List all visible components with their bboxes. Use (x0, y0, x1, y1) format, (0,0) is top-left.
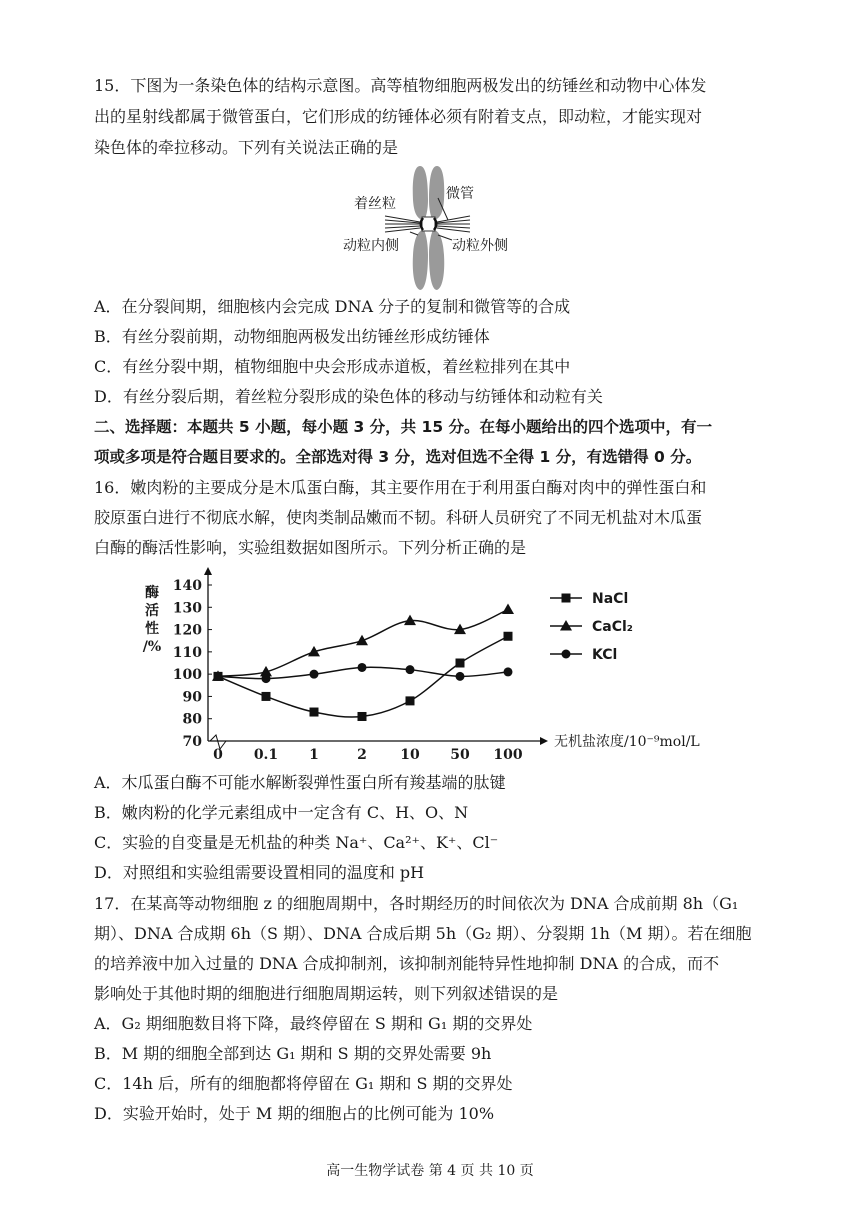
q16-line-3: 白酶的酶活性影响，实验组数据如图所示。下列分析正确的是 (94, 538, 527, 557)
label-microtubule: 微管 (446, 186, 474, 202)
y-tick-label: 80 (182, 711, 202, 728)
y-tick-label: 140 (172, 578, 202, 594)
marker-square (310, 708, 319, 717)
q16-option-c: C．实验的自变量是无机盐的种类 Na⁺、Ca²⁺、K⁺、Cl⁻ (94, 833, 499, 852)
q17-line-4: 影响处于其他时期的细胞进行细胞周期运转，则下列叙述错误的是 (94, 984, 559, 1003)
x-tick-labels (213, 747, 523, 763)
y-tick-label: 70 (182, 734, 202, 750)
x-tick-label: 10 (400, 747, 420, 763)
q15-option-b: B．有丝分裂前期，动物细胞两极发出纺锤丝形成纺锤体 (94, 327, 490, 346)
x-tick-label: 100 (493, 747, 523, 763)
q15-option-d: D．有丝分裂后期，着丝粒分裂形成的染色体的移动与纺锤体和动粒有关 (94, 387, 603, 406)
q15-option-a: A．在分裂间期，细胞核内会完成 DNA 分子的复制和微管等的合成 (94, 297, 571, 316)
label-outer-kinetochore: 动粒外侧 (452, 238, 508, 254)
q17-line-1: 17．在某高等动物细胞 z 的细胞周期中，各时期经历的时间依次为 DNA 合成前期 8h（G₁ (94, 894, 739, 913)
y-axis-title (143, 584, 161, 655)
chart-axes (204, 567, 548, 749)
y-tick-label: 110 (172, 644, 202, 661)
x-tick-label: 0.1 (253, 747, 279, 763)
marker-circle (214, 672, 223, 681)
q17-option-b: B．M 期的细胞全部到达 G₁ 期和 S 期的交界处需要 9h (94, 1044, 492, 1063)
x-tick-label: 1 (309, 747, 319, 763)
label-inner-kinetochore: 动粒内侧 (343, 238, 399, 254)
y-axis-title-char: 性 (145, 621, 159, 637)
legend-label: KCl (592, 647, 618, 663)
legend-label: CaCl₂ (592, 619, 633, 635)
q15-line-2: 出的星射线都属于微管蛋白，它们形成的纺锤体必须有附着支点，即动粒，才能实现对 (94, 107, 703, 126)
marker-circle (262, 674, 271, 683)
marker-square (358, 712, 367, 721)
q16-option-d: D．对照组和实验组需要设置相同的温度和 pH (94, 863, 425, 882)
y-tick-label: 90 (182, 689, 202, 706)
x-axis-title: 无机盐浓度/10⁻⁹mol/L (554, 734, 700, 750)
x-axis-arrow (540, 737, 548, 745)
y-tick-label: 120 (172, 622, 202, 639)
x-tick-label: 2 (357, 747, 367, 763)
y-tick-labels (173, 578, 212, 750)
label-centromere: 着丝粒 (354, 196, 396, 212)
enzyme-activity-chart (130, 565, 780, 765)
q15-line-1: 15．下图为一条染色体的结构示意图。高等植物细胞两极发出的纺锤丝和动物中心体发 (94, 76, 707, 95)
marker-square (504, 632, 513, 641)
marker-square (406, 696, 415, 705)
page-footer: 高一生物学试卷 第 4 页 共 10 页 (326, 1163, 534, 1179)
x-tick-label: 50 (450, 747, 470, 763)
x-tick-label: 0 (213, 747, 223, 763)
q16-line-1: 16．嫩肉粉的主要成分是木瓜蛋白酶，其主要作用在于利用蛋白酶对肉中的弹性蛋白和 (94, 478, 707, 497)
q17-option-a: A．G₂ 期细胞数目将下降，最终停留在 S 期和 G₁ 期的交界处 (94, 1014, 533, 1033)
q17-option-d: D．实验开始时，处于 M 期的细胞占的比例可能为 10% (94, 1104, 495, 1123)
q16-option-b: B．嫩肉粉的化学元素组成中一定含有 C、H、O、N (94, 803, 469, 822)
marker-circle (406, 665, 415, 674)
marker-triangle (502, 604, 514, 615)
y-axis-arrow (204, 567, 212, 575)
q17-line-3: 的培养液中加入过量的 DNA 合成抑制剂，该抑制剂能特异性地抑制 DNA 的合成，而不 (94, 954, 720, 973)
marker-circle (358, 663, 367, 672)
chart-series (212, 604, 514, 721)
q15-line-3: 染色体的牵拉移动。下列有关说法正确的是 (94, 138, 399, 157)
y-tick-label: 100 (172, 667, 202, 684)
y-axis-title-char: 活 (145, 603, 159, 619)
marker-circle (310, 670, 319, 679)
marker-square (262, 692, 271, 701)
q17-line-2: 期）、DNA 合成期 6h（S 期）、DNA 合成后期 5h（G₂ 期）、分裂期 1h（M 期）。若在细胞 (94, 924, 752, 943)
q16-line-2: 胶原蛋白进行不彻底水解，使肉类制品嫩而不韧。科研人员研究了不同无机盐对木瓜蛋 (94, 508, 703, 527)
marker-triangle (356, 635, 368, 646)
y-tick-label: 130 (172, 600, 202, 617)
chromosome-figure (340, 160, 520, 295)
marker-circle (504, 667, 513, 676)
section-2-line-1: 二、选择题：本题共 5 小题，每小题 3 分，共 15 分。在每小题给出的四个选项中，有一 (94, 418, 713, 436)
q16-option-a: A．木瓜蛋白酶不可能水解断裂弹性蛋白所有羧基端的肽键 (94, 773, 506, 792)
marker-circle (562, 650, 571, 659)
y-axis-title-char: /% (142, 639, 162, 655)
chart-legend (550, 591, 633, 663)
legend-label: NaCl (592, 591, 629, 607)
marker-circle (456, 672, 465, 681)
q17-option-c: C．14h 后，所有的细胞都将停留在 G₁ 期和 S 期的交界处 (94, 1074, 513, 1093)
section-2-line-2: 项或多项是符合题目要求的。全部选对得 3 分，选对但选不全得 1 分，有选错得 0 分。 (94, 448, 702, 466)
y-axis-title-char: 酶 (145, 585, 159, 601)
marker-square (562, 594, 571, 603)
marker-square (456, 659, 465, 668)
q15-option-c: C．有丝分裂中期，植物细胞中央会形成赤道板，着丝粒排列在其中 (94, 357, 571, 376)
